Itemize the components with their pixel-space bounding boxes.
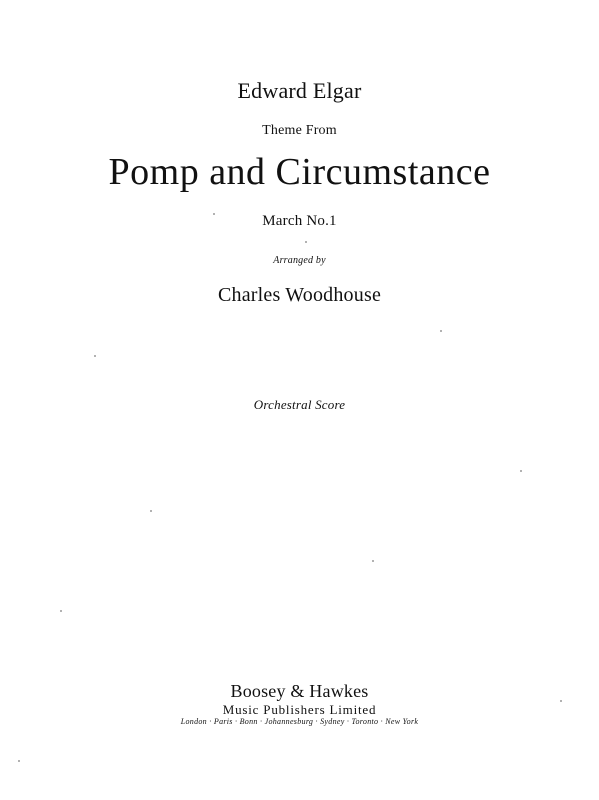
score-type-label: Orchestral Score xyxy=(253,397,346,412)
scan-speck xyxy=(213,213,215,215)
march-number: March No.1 xyxy=(262,213,337,229)
scan-speck xyxy=(372,560,374,562)
theme-from-label: Theme From xyxy=(262,123,337,138)
scan-speck xyxy=(440,330,442,332)
scan-speck xyxy=(150,510,152,512)
arranger-name: Charles Woodhouse xyxy=(217,284,382,306)
scan-speck xyxy=(520,470,522,472)
publisher-name: Boosey & Hawkes xyxy=(230,681,369,701)
scan-speck xyxy=(18,760,20,762)
publisher-cities: London · Paris · Bonn · Johannesburg · Sydney · Toronto · New York xyxy=(180,717,419,726)
composer-name: Edward Elgar xyxy=(237,78,362,103)
scan-speck xyxy=(94,355,96,357)
scan-speck xyxy=(560,700,562,702)
arranged-by-label: Arranged by xyxy=(273,255,326,266)
work-title: Pomp and Circumstance xyxy=(108,151,491,193)
publisher-subtitle: Music Publishers Limited xyxy=(222,702,377,717)
scan-speck xyxy=(305,241,307,243)
scan-speck xyxy=(60,610,62,612)
